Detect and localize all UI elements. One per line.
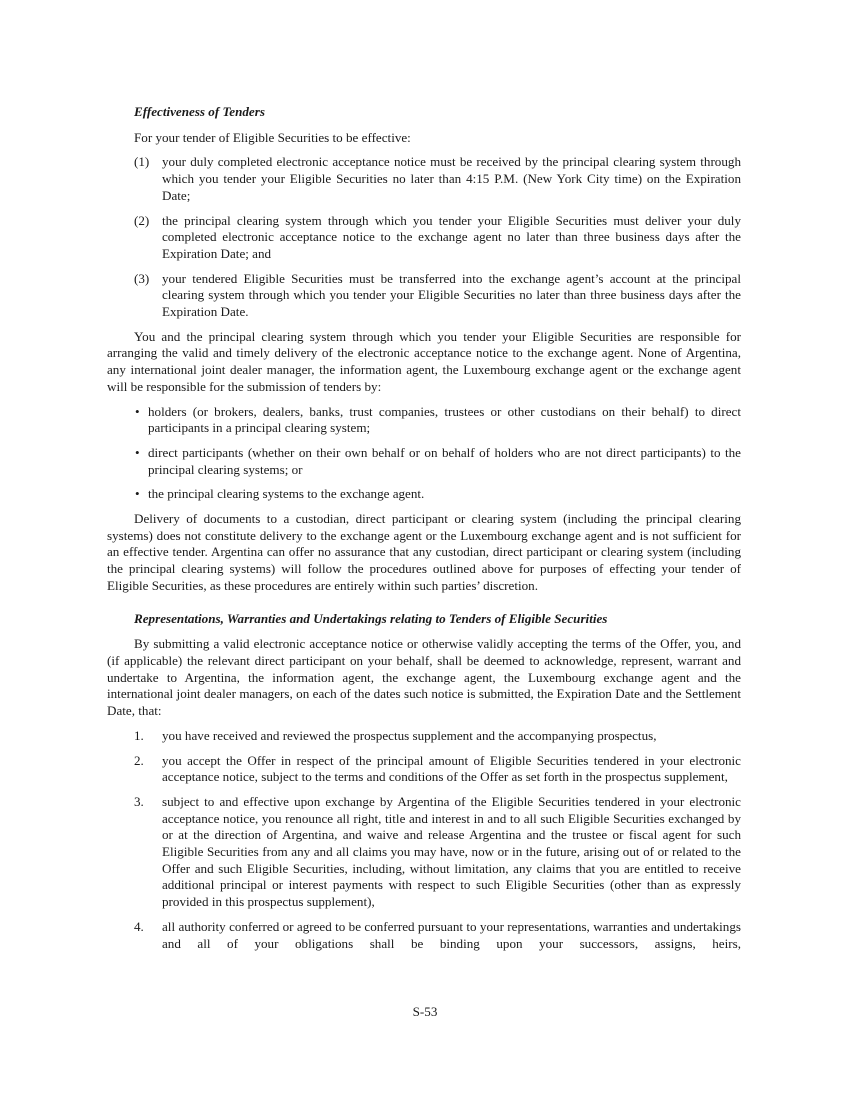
list-item-text: subject to and effective upon exchange by Argentina of the Eligible Securities tendered in your electronic acceptance notice, you renounce all right, title and interest in and to all such Eligible Securities exchanged by or at the direction of Argentina, and waive and release Argentina and the trustee or fiscal agent for such Eligible Securities from any and all claims you may have, now or in the future, arising out of or related to the Offer and such Eligible Securities, including, without limitation, any claims that you are entitled to receive additional principal or interest payments with respect to such Eligible Securities (other than as expressly provided in this prospectus supplement), [162,793,741,910]
list-item [134,154,741,204]
paragraph-responsibility: You and the principal clearing system through which you tender your Eligible Securities are responsible for arranging the valid and timely delivery of the electronic acceptance notice to the exchange agent. None of Argentina, any international joint dealer manager, the information agent, the Luxembourg exchange agent or the exchange agent will be responsible for the submission of tenders by: [107,328,741,394]
list-marker: 2. [134,752,144,768]
list-marker: (3) [134,270,150,286]
section-heading-representations: Representations, Warranties and Undertakings relating to Tenders of Eligible Securities [134,610,608,626]
list-marker: 1. [134,727,144,743]
bullet-item [135,403,741,437]
list-item [134,918,741,952]
bullet-item [135,486,741,503]
list-item [134,270,741,321]
page-number: S-53 [412,1004,438,1019]
section-heading-effectiveness: Effectiveness of Tenders [134,104,265,119]
list-item [134,793,741,911]
list-marker: 4. [134,918,144,934]
list-marker: 3. [134,793,144,809]
bullet-item-text: holders (or brokers, dealers, banks, trust companies, trustees or other custodians on their behalf) to direct participants in a principal clearing system; [148,403,741,436]
list-item [134,212,741,263]
list-item [134,727,741,745]
list-item-text: your tendered Eligible Securities must be transferred into the exchange agent’s account at the principal clearing system through which you tender your Eligible Securities no later than three business days after the Expiration Date. [162,270,741,320]
section-intro: For your tender of Eligible Securities to be effective: [134,129,411,145]
list-marker: (1) [134,154,150,170]
bullet-list [107,404,741,504]
list-item-text: you have received and reviewed the prospectus supplement and the accompanying prospectus, [162,727,657,743]
list-item [134,752,741,786]
representations-list [107,728,741,952]
bullet-marker: • [135,403,140,419]
list-item-text: your duly completed electronic acceptance notice must be received by the principal clearing system through which you tender your Eligible Securities no later than 4:15 P.M. (New York City time) on the Expiration Date; [162,154,741,203]
list-item-text: all authority conferred or agreed to be conferred pursuant to your representations, warranties and undertakings and all of your obligations shall be binding upon your successors, assigns, heirs, [162,918,741,951]
bullet-item-text: direct participants (whether on their own behalf or on behalf of holders who are not direct participants) to the principal clearing systems; or [148,444,741,477]
list-marker: (2) [134,212,150,228]
bullet-item-text: the principal clearing systems to the exchange agent. [148,486,425,502]
paragraph-submission: By submitting a valid electronic acceptance notice or otherwise validly accepting the terms of the Offer, you, and (if applicable) the relevant direct participant on your behalf, shall be deemed to acknowledge, represent, warrant and undertake to Argentina, the information agent, the exchange agent, the Luxembourg exchange agent and the international joint dealer managers, on each of the dates such notice is submitted, the Expiration Date and the Settlement Date, that: [107,636,741,719]
bullet-marker: • [135,444,140,460]
list-item-text: you accept the Offer in respect of the principal amount of Eligible Securities tendered in your electronic acceptance notice, subject to the terms and conditions of the Offer as set forth in the prospectus supplement, [162,752,741,785]
bullet-marker: • [135,486,140,502]
list-item-text: the principal clearing system through which you tender your Eligible Securities must deliver your duly completed electronic acceptance notice to the exchange agent no later than three business days after the Expiration Date; and [162,212,741,261]
bullet-item [135,444,741,478]
paragraph-delivery: Delivery of documents to a custodian, direct participant or clearing system (including the principal clearing systems) does not constitute delivery to the exchange agent or the Luxembourg exchange agent and is not sufficient for an effective tender. Argentina can offer no assurance that any custodian, direct participant or clearing system (including the principal clearing systems) will follow the procedures outlined above for purposes of effecting your tender of Eligible Securities, as these procedures are entirely within such parties’ discretion. [107,511,741,593]
requirements-list [107,154,741,320]
